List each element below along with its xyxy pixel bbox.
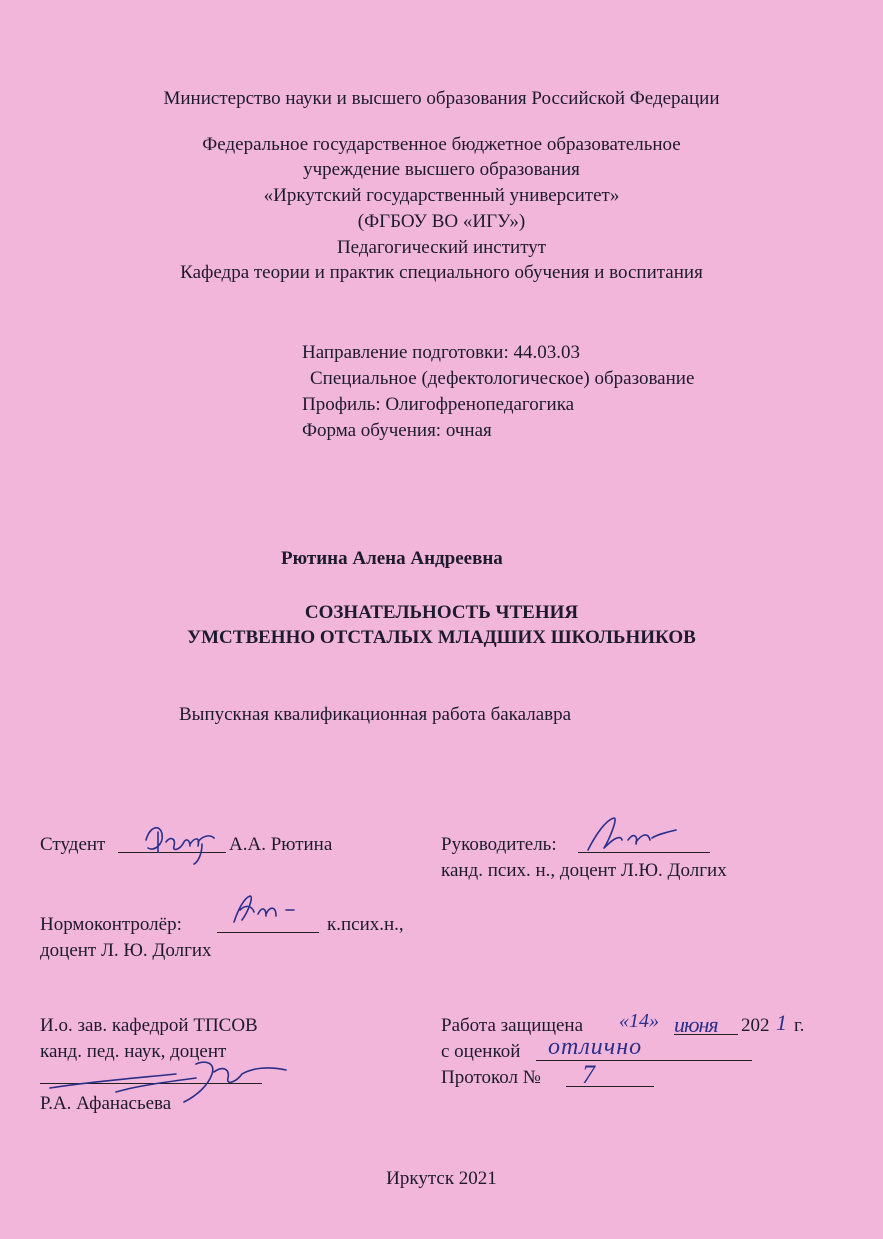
author-name: Рютина Алена Андреевна [281,548,503,569]
normcontrol-suffix: к.псих.н., [327,914,404,935]
direction-line: Направление подготовки: 44.03.03 [302,342,580,363]
study-form-line: Форма обучения: очная [302,420,492,441]
defended-year-digit: 1 [776,1010,787,1035]
city-year: Иркутск 2021 [386,1168,497,1189]
thesis-title-line-1: СОЗНАТЕЛЬНОСТЬ ЧТЕНИЯ [304,602,579,623]
supervisor-name: канд. псих. н., доцент Л.Ю. Долгих [441,860,727,881]
supervisor-signature [584,814,684,860]
defended-day: «14» [619,1010,659,1032]
defended-label: Работа защищена [441,1015,584,1036]
supervisor-label: Руководитель: [441,834,557,855]
grade-label: с оценкой [441,1041,521,1062]
defended-month: июня [674,1012,718,1037]
normcontrol-name: доцент Л. Ю. Долгих [40,940,212,961]
protocol-label: Протокол № [441,1067,541,1088]
specialty-line: Специальное (дефектологическое) образование [310,368,695,389]
head-label: И.о. зав. кафедрой ТПСОВ [40,1015,258,1036]
institution-line-2: учреждение высшего образования [303,159,580,180]
grade-value: отлично [548,1034,643,1060]
head-degree: канд. пед. наук, доцент [40,1041,227,1062]
ministry-line: Министерство науки и высшего образования Российской Федерации [163,88,720,109]
protocol-value: 7 [582,1060,595,1089]
university-abbreviation: (ФГБОУ ВО «ИГУ») [357,211,526,232]
department-name: Кафедра теории и практик специального обучения и воспитания [180,262,703,283]
profile-line: Профиль: Олигофренопедагогика [302,394,575,415]
head-name: Р.А. Афанасьева [40,1093,172,1114]
defended-year-suffix: г. [794,1015,805,1036]
thesis-title-line-2: УМСТВЕННО ОТСТАЛЫХ МЛАДШИХ ШКОЛЬНИКОВ [187,627,696,648]
normcontrol-label: Нормоконтролёр: [40,914,182,935]
university-name: «Иркутский государственный университет» [263,185,620,206]
student-name: А.А. Рютина [229,834,333,855]
normcontrol-signature [228,890,308,934]
defended-year-prefix: 202 [741,1015,770,1036]
institute-name: Педагогический институт [336,237,547,258]
student-label: Студент [40,834,106,855]
defended-month-line [674,1034,738,1035]
institution-line-1: Федеральное государственное бюджетное образовательное [202,134,681,155]
protocol-line [566,1086,654,1087]
work-type: Выпускная квалификационная работа бакалавра [179,704,572,725]
student-signature [140,818,220,868]
